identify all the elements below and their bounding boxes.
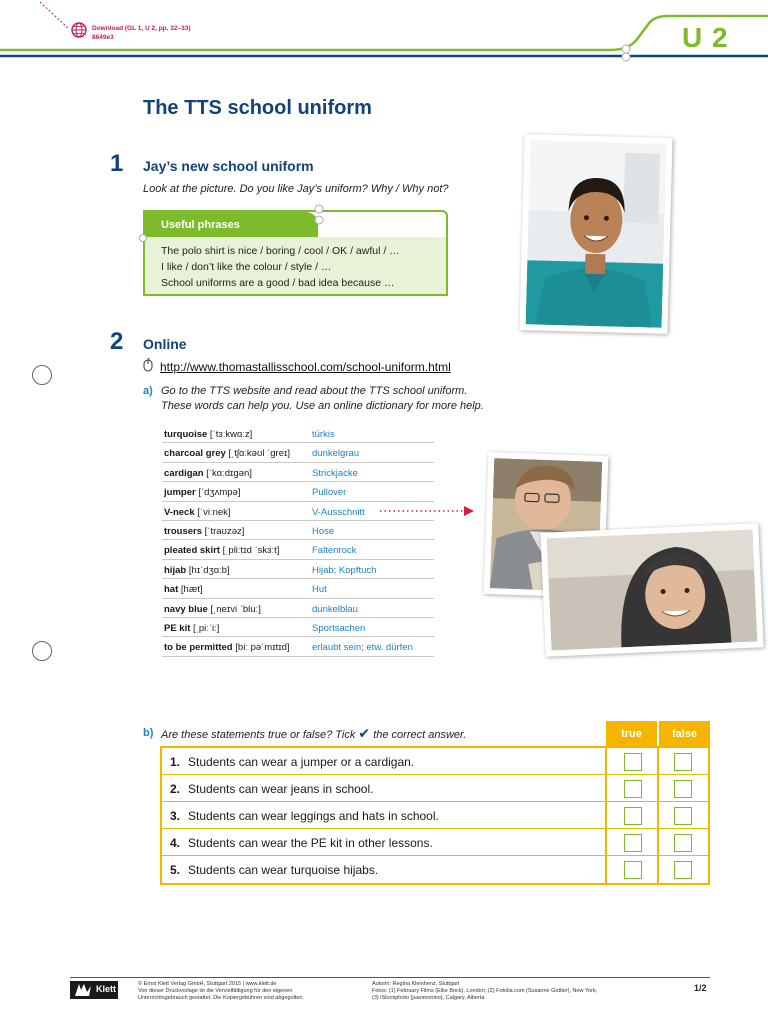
footer-rule — [70, 977, 710, 978]
vocab-german: Pullover — [312, 487, 347, 499]
column-separator-1 — [605, 746, 607, 885]
vocab-german: Strickjacke — [312, 467, 358, 479]
vocab-row — [162, 637, 434, 656]
website-link[interactable]: http://www.thomastallisschool.com/school-uniform.html — [160, 360, 451, 374]
vocab-word: cardigan — [164, 467, 204, 479]
klett-logo-text: Klett — [96, 984, 116, 994]
exercise-2-title: Online — [143, 336, 187, 352]
statement-row — [162, 775, 708, 802]
footer-publisher — [138, 981, 304, 1002]
vocab-word: hat — [164, 584, 179, 596]
phrase-3: School uniforms are a good / bad idea because … — [161, 277, 395, 289]
vocab-ipa: [ˌpiːˈiː] — [193, 622, 220, 634]
tab-connector-icon — [312, 204, 326, 226]
useful-phrases-label: Useful phrases — [143, 212, 318, 237]
vocab-german: Faltenrock — [312, 545, 357, 557]
footer-photos-2: (3) iStockphoto (juanmonino), Calgary, Alberta — [372, 995, 485, 1001]
statement-label: Students can wear the PE kit in other lessons. — [188, 836, 433, 850]
statement-label: Students can wear leggings and hats in school. — [188, 809, 439, 823]
vocab-row — [162, 579, 434, 598]
vocab-row — [162, 463, 434, 482]
punch-hole-bottom — [32, 641, 52, 661]
part-b-instruction-end: the correct answer. — [373, 729, 467, 741]
vocab-english — [164, 429, 252, 440]
vocab-word: V-neck — [164, 506, 195, 518]
vocab-german: Hijab; Kopftuch — [312, 564, 377, 576]
statement-text — [170, 755, 414, 769]
true-checkbox[interactable] — [624, 861, 642, 879]
true-false-table — [160, 746, 710, 885]
page-title: The TTS school uniform — [143, 97, 372, 119]
page-number: 1/2 — [694, 983, 707, 993]
footer-publisher-1: © Ernst Klett Verlag GmbH, Stuttgart 2015 | www.klett.de — [138, 981, 277, 987]
vocab-word: turquoise — [164, 429, 208, 440]
true-checkbox[interactable] — [624, 834, 642, 852]
punch-hole-top — [32, 365, 52, 385]
footer-publisher-3: Unterrichtsgebrauch gestattet. Die Kopiergebühren sind abgegolten. — [138, 995, 305, 1001]
vocab-english — [164, 507, 231, 518]
vocab-row — [162, 482, 434, 501]
statement-text — [170, 836, 433, 850]
statement-text — [170, 809, 439, 823]
false-checkbox[interactable] — [674, 834, 692, 852]
part-a-instruction-2: These words can help you. Use an online dictionary for more help. — [161, 400, 484, 412]
false-checkbox[interactable] — [674, 780, 692, 798]
statement-label: Students can wear jeans in school. — [188, 782, 374, 796]
vocab-english — [164, 565, 230, 576]
vocab-ipa: [hɪˈdʒɑːb] — [188, 564, 230, 576]
statement-row — [162, 829, 708, 856]
vocab-english — [164, 642, 290, 653]
vocab-ipa: [ˌpliːtɪd ˈskɜːt] — [222, 545, 280, 557]
vocab-row — [162, 599, 434, 618]
footer-author: Autorin: Regina Kleinhenz, Stuttgart — [372, 981, 460, 987]
box-corner-icon — [138, 233, 148, 243]
vocab-word: pleated skirt — [164, 545, 220, 557]
exercise-1-number: 1 — [110, 150, 124, 177]
vocab-ipa: [ˈtraʊzəz] — [204, 525, 245, 537]
download-line-1: Download (GL 1, U 2, pp. 32–33) — [92, 25, 191, 32]
footer-credits — [372, 981, 597, 1002]
statement-row — [162, 802, 708, 829]
vocab-german: dunkelblau — [312, 603, 358, 615]
vocab-english — [164, 623, 219, 634]
vocab-german: dunkelgrau — [312, 448, 360, 460]
photo-girl-hijab — [540, 523, 763, 656]
statement-text — [170, 782, 373, 796]
vocab-ipa: [ˌtʃɑːkəʊl ˈɡreɪ] — [228, 448, 291, 460]
dotted-arrow-icon — [378, 504, 478, 518]
exercise-1-instruction: Look at the picture. Do you like Jay’s uniform? Why / Why not? — [143, 183, 449, 195]
statement-row — [162, 856, 708, 883]
statement-number: 1. — [170, 755, 181, 769]
vocabulary-table — [162, 424, 434, 657]
vocab-ipa: [ˈviːnek] — [197, 506, 231, 518]
vocab-ipa: [ˈdʒʌmpə] — [198, 487, 241, 499]
mouse-icon — [143, 358, 153, 372]
download-code: 8649e3 — [92, 33, 114, 41]
vocab-english — [164, 468, 252, 479]
false-checkbox[interactable] — [674, 861, 692, 879]
statement-text — [170, 863, 378, 877]
vocab-word: trousers — [164, 525, 203, 537]
tick-icon: ✔ — [358, 725, 371, 741]
klett-mark-icon — [73, 982, 93, 998]
klett-logo — [70, 981, 118, 999]
statement-label: Students can wear turquoise hijabs. — [188, 863, 379, 877]
vocab-german: Sportsachen — [312, 622, 366, 634]
statement-number: 4. — [170, 836, 181, 850]
vocab-ipa: [ˌneɪvi ˈbluː] — [210, 603, 261, 615]
vocab-row — [162, 560, 434, 579]
part-b-instruction — [161, 726, 466, 743]
footer-photos-1: Fotos: (1) February Films (Elke Bock), London; (2) Fotolia.com (Susanne Güttler), New York, — [372, 988, 598, 994]
vocab-row — [162, 618, 434, 637]
vocab-word: navy blue — [164, 603, 208, 615]
download-reference[interactable] — [92, 25, 190, 42]
column-false: false — [659, 721, 710, 747]
vocab-word: charcoal grey — [164, 448, 226, 460]
statement-number: 3. — [170, 809, 181, 823]
footer-publisher-2: Von dieser Druckvorlage ist die Vervielfältigung für den eigenen — [138, 988, 293, 994]
unit-label: U 2 — [682, 22, 729, 53]
statement-number: 5. — [170, 863, 181, 877]
true-checkbox[interactable] — [624, 807, 642, 825]
vocab-german: Hose — [312, 525, 335, 537]
exercise-1-title: Jay’s new school uniform — [143, 158, 314, 174]
vocab-ipa: [ˈkɑːdɪɡən] — [206, 467, 252, 479]
exercise-2-number: 2 — [110, 328, 124, 355]
statement-label: Students can wear a jumper or a cardigan. — [188, 755, 415, 769]
vocab-english — [164, 448, 290, 459]
vocab-word: hijab — [164, 564, 187, 576]
statement-number: 2. — [170, 782, 181, 796]
vocab-english — [164, 604, 261, 615]
column-true: true — [606, 721, 657, 747]
vocab-ipa: [ˈtɜːkwɑːz] — [209, 429, 253, 440]
false-checkbox[interactable] — [674, 807, 692, 825]
vocab-word: to be permitted — [164, 642, 233, 654]
phrase-1: The polo shirt is nice / boring / cool / OK / awful / … — [161, 245, 400, 257]
phrase-2: I like / don’t like the colour / style / … — [161, 261, 332, 273]
true-checkbox[interactable] — [624, 780, 642, 798]
true-checkbox[interactable] — [624, 753, 642, 771]
part-b-instruction-start: Are these statements true or false? Tick — [161, 729, 356, 741]
vocab-row — [162, 521, 434, 540]
vocab-german: türkis — [312, 429, 335, 440]
statement-row — [162, 748, 708, 775]
vocab-ipa: [hæt] — [180, 584, 203, 596]
vocab-word: PE kit — [164, 622, 191, 634]
vocab-german: Hut — [312, 584, 327, 596]
vocab-german: erlaubt sein; etw. dürfen — [312, 642, 413, 654]
vocab-word: jumper — [164, 487, 196, 499]
column-separator-2 — [657, 746, 659, 885]
vocab-ipa: [biː pəˈmɪtɪd] — [235, 642, 290, 654]
part-b-label: b) — [143, 727, 154, 739]
vocab-english — [164, 487, 240, 498]
part-a-label: a) — [143, 385, 153, 397]
vocab-row — [162, 424, 434, 443]
vocab-english — [164, 545, 279, 556]
vocab-german: V-Ausschnitt — [312, 506, 365, 518]
photo-boy-uniform — [519, 134, 672, 334]
vocab-english — [164, 584, 203, 595]
vocab-english — [164, 526, 244, 537]
download-globe-icon[interactable] — [71, 22, 87, 38]
vocab-row — [162, 443, 434, 462]
false-checkbox[interactable] — [674, 753, 692, 771]
part-a-instruction-1: Go to the TTS website and read about the TTS school uniform. — [161, 385, 468, 397]
vocab-row — [162, 540, 434, 559]
